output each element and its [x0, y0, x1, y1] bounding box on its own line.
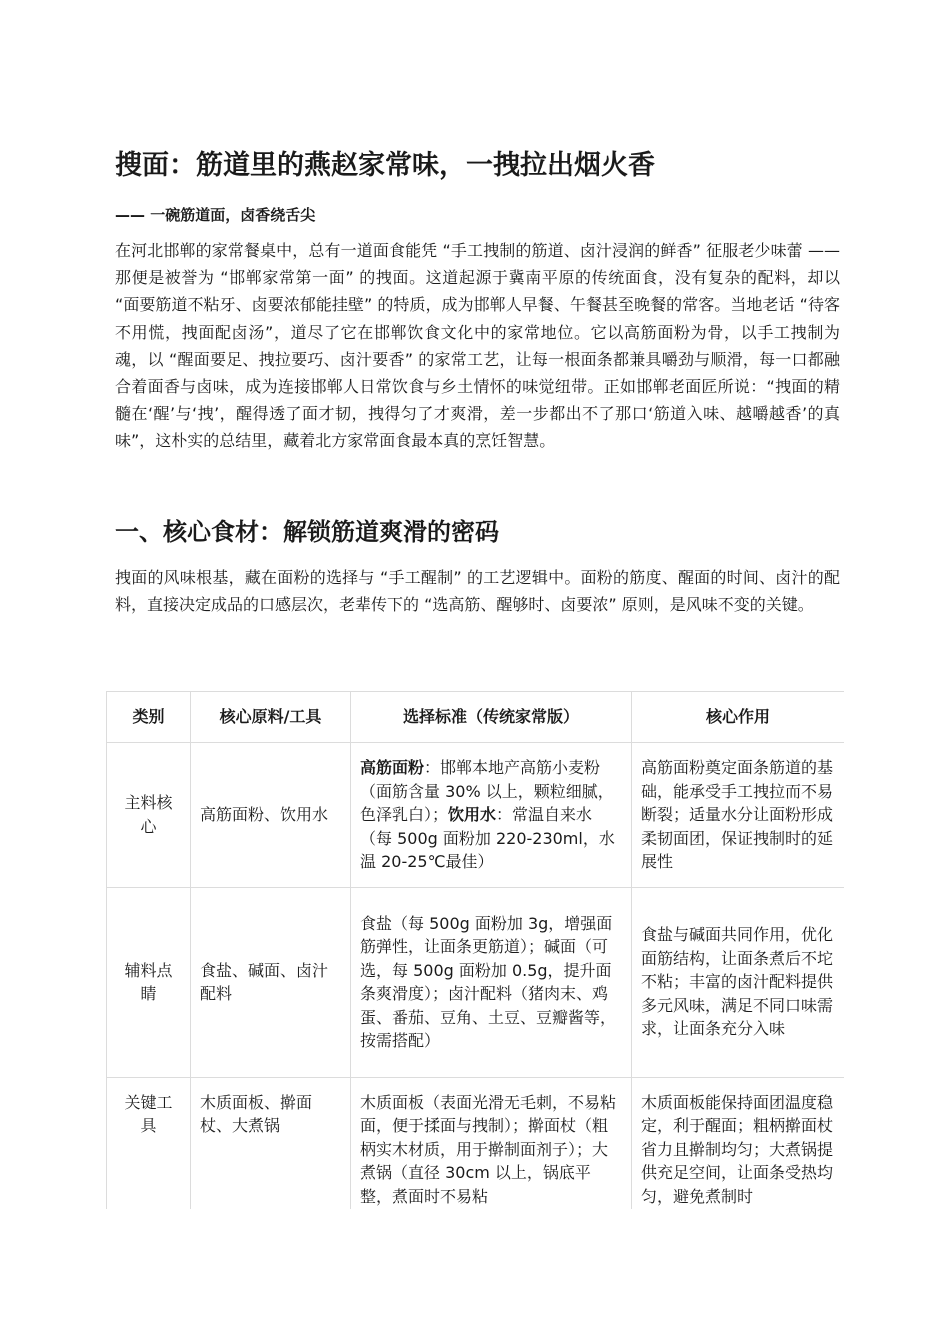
header-category: 类别	[107, 692, 191, 743]
header-role: 核心作用	[632, 692, 845, 743]
row-materials: 高筋面粉、饮用水	[191, 743, 351, 888]
ingredients-table-wrapper	[106, 691, 844, 1209]
table-header-row	[107, 692, 845, 743]
row-category: 主料核心	[107, 743, 191, 888]
ingredients-table	[106, 691, 844, 1209]
header-standard: 选择标准（传统家常版）	[351, 692, 632, 743]
row-role: 食盐与碱面共同作用，优化面筋结构，让面条煮后不坨不粘；丰富的卤汁配料提供多元风味，满足不同口味需求，让面条充分入味	[632, 887, 845, 1077]
row-category: 关键工具	[107, 1077, 191, 1209]
section-heading: 一、核心食材：解锁筋道爽滑的密码	[115, 518, 499, 546]
table-row	[107, 1077, 845, 1209]
row-role: 高筋面粉奠定面条筋道的基础，能承受手工拽拉而不易断裂；适量水分让面粉形成柔韧面团，保证拽制时的延展性	[632, 743, 845, 888]
table-row	[107, 887, 845, 1077]
row-materials: 食盐、碱面、卤汁配料	[191, 887, 351, 1077]
standard-text: ：常温自来水（每 500g 面粉加 220-230ml，水温 20-25℃最佳）	[360, 805, 615, 871]
standard-text: ：邯郸本地产高筋小麦粉（面筋含量 30% 以上，颗粒细腻，色泽乳白）；	[360, 758, 614, 824]
article-subtitle: —— 一碗筋道面，卤香绕舌尖	[115, 206, 316, 224]
section-paragraph: 拽面的风味根基，藏在面粉的选择与 “手工醒制” 的工艺逻辑中。面粉的筋度、醒面的时间、卤汁的配料，直接决定成品的口感层次，老辈传下的 “选高筋、醒够时、卤要浓” 原则，是风味不变的关键。	[115, 568, 840, 615]
row-standard	[351, 743, 632, 888]
article-title: 搜面：筋道里的燕赵家常味，一拽拉出烟火香	[115, 150, 655, 181]
keyword: 饮用水	[448, 805, 497, 824]
row-materials: 木质面板、擀面杖、大煮锅	[191, 1077, 351, 1209]
header-materials: 核心原料/工具	[191, 692, 351, 743]
row-standard: 木质面板（表面光滑无毛刺，不易粘面，便于揉面与拽制）；擀面杖（粗柄实木材质，用于擀制面剂子）；大煮锅（直径 30cm 以上，锅底平整，煮面时不易粘	[351, 1077, 632, 1209]
table-row	[107, 743, 845, 888]
intro-paragraph: 在河北邯郸的家常餐桌中，总有一道面食能凭 “手工拽制的筋道、卤汁浸润的鲜香” 征服老少味蕾 —— 那便是被誉为 “邯郸家常第一面” 的拽面。这道起源于冀南平原的传统面食，没有复杂的配料，却以 “面要筋道不粘牙、卤要浓郁能挂壁” 的特质，成为邯郸人早餐、午餐甚至晚餐的常客。当地老话 “待客不用慌，拽面配卤汤”，道尽了它在邯郸饮食文化中的家常地位。它以高筋面粉为骨，以手工拽制为魂，以 “醒面要足、拽拉要巧、卤汁要香” 的家常工艺，让每一根面条都兼具嚼劲与顺滑，每一口都融合着面香与卤味，成为连接邯郸人日常饮食与乡土情怀的味觉纽带。正如邯郸老面匠所说：“拽面的精髓在‘醒’与‘拽’，醒得透了面才韧，拽得匀了才爽滑，差一步都出不了那口‘筋道入味、越嚼越香’的真味”，这朴实的总结里，藏着北方家常面食最本真的烹饪智慧。	[115, 241, 840, 451]
row-role: 木质面板能保持面团温度稳定，利于醒面；粗柄擀面杖省力且擀制均匀；大煮锅提供充足空间，让面条受热均匀，避免煮制时	[632, 1077, 845, 1209]
row-standard: 食盐（每 500g 面粉加 3g，增强面筋弹性，让面条更筋道）；碱面（可选，每 500g 面粉加 0.5g，提升面条爽滑度）；卤汁配料（猪肉末、鸡蛋、番茄、豆角、土豆、豆瓣酱等，按需搭配）	[351, 887, 632, 1077]
keyword: 高筋面粉	[360, 758, 425, 777]
row-category: 辅料点睛	[107, 887, 191, 1077]
